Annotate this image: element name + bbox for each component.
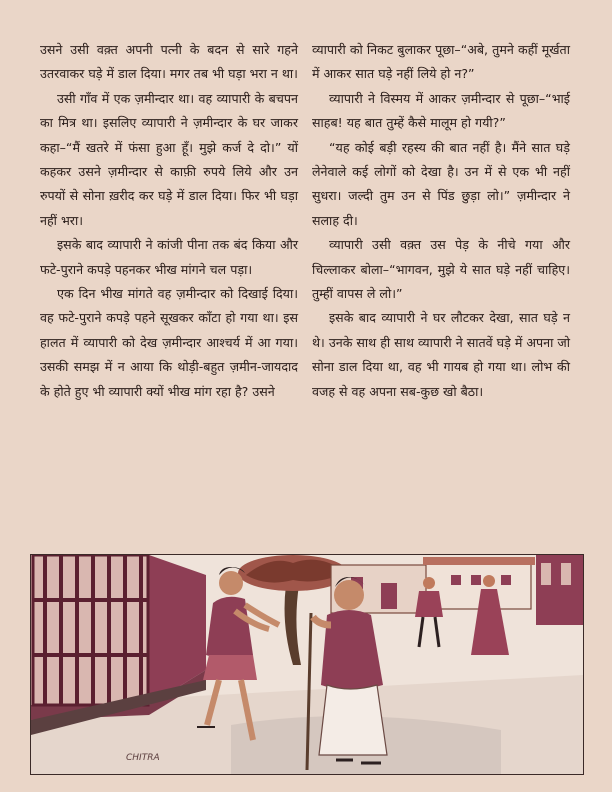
paragraph: “यह कोई बड़ी रहस्य की बात नहीं है। मैंने सात घड़े लेनेवाले कई लोगों को देखा है। उन में से एक भी नहीं सुधरा। जल्दी तुम उन से पिंड छुड़ा लो।” ज़मीन्दार ने सलाह दी।	[312, 139, 570, 228]
paragraph: इसके बाद व्यापारी ने कांजी पीना तक बंद किया और फटे-पुराने कपड़े पहनकर भीख मांगने चल पड़ा।	[40, 237, 298, 277]
paragraph: एक दिन भीख मांगते वह ज़मीन्दार को दिखाई दिया। वह फटे-पुराने कपड़े पहने सूखकर काँटा हो गया था। इस हालत में व्यापारी को देख ज़मीन्दार आश्चर्य में आ गया। उसकी समझ में न आया कि थोड़ी-बहुत ज़मीन-जायदाद के होते हुए भी व्यापारी क्यों भीख मांग रहा है? उसने	[40, 286, 298, 399]
paragraph: व्यापारी ने विस्मय में आकर ज़मीन्दार से पूछा–“भाई साहब! यह बात तुम्हें कैसे मालूम हो गयी?”	[312, 90, 570, 131]
artist-signature: CHITRA	[126, 753, 160, 763]
paragraph: उसी गाँव में एक ज़मीन्दार था। वह व्यापारी के बचपन का मित्र था। इसलिए व्यापारी ने ज़मीन्दार के घर जाकर कहा–“मैं खतरे में फंसा हुआ हूँ। मुझे कर्ज दे दो।” यों कहकर उसने ज़मीन्दार से काफ़ी रुपये लिये और उन रुपयों से सोना ख़रीद कर घड़े में डाल दिया। फिर भी घड़ा नहीं भरा।	[40, 90, 298, 228]
right-text-column	[312, 38, 570, 404]
illustration-drawing	[31, 555, 583, 774]
paragraph: व्यापारी उसी वक़्त उस पेड़ के नीचे गया और चिल्लाकर बोला–“भागवन, मुझे ये सात घड़े नहीं चाहिए। तुम्हीं वापस ले लो।”	[312, 237, 570, 302]
paragraph: उसने उसी वक़्त अपनी पत्नी के बदन से सारे गहने उतरवाकर घड़े में डाल दिया। मगर तब भी घड़ा भरा न था।	[40, 42, 298, 82]
paragraph: व्यापारी को निकट बुलाकर पूछा–“अबे, तुमने कहीं मूर्खता में आकर सात घड़े नहीं लिये हो न?”	[312, 42, 570, 82]
left-text-column	[40, 38, 298, 404]
story-illustration	[30, 554, 584, 775]
paragraph: इसके बाद व्यापारी ने घर लौटकर देखा, सात घड़े न थे। उनके साथ ही साथ व्यापारी ने सातवें घड़े में अपना जो सोना डाल दिया था, वह भी गायब हो गया था। लोभ की वजह से वह अपना सब-कुछ खो बैठा।	[312, 310, 571, 399]
